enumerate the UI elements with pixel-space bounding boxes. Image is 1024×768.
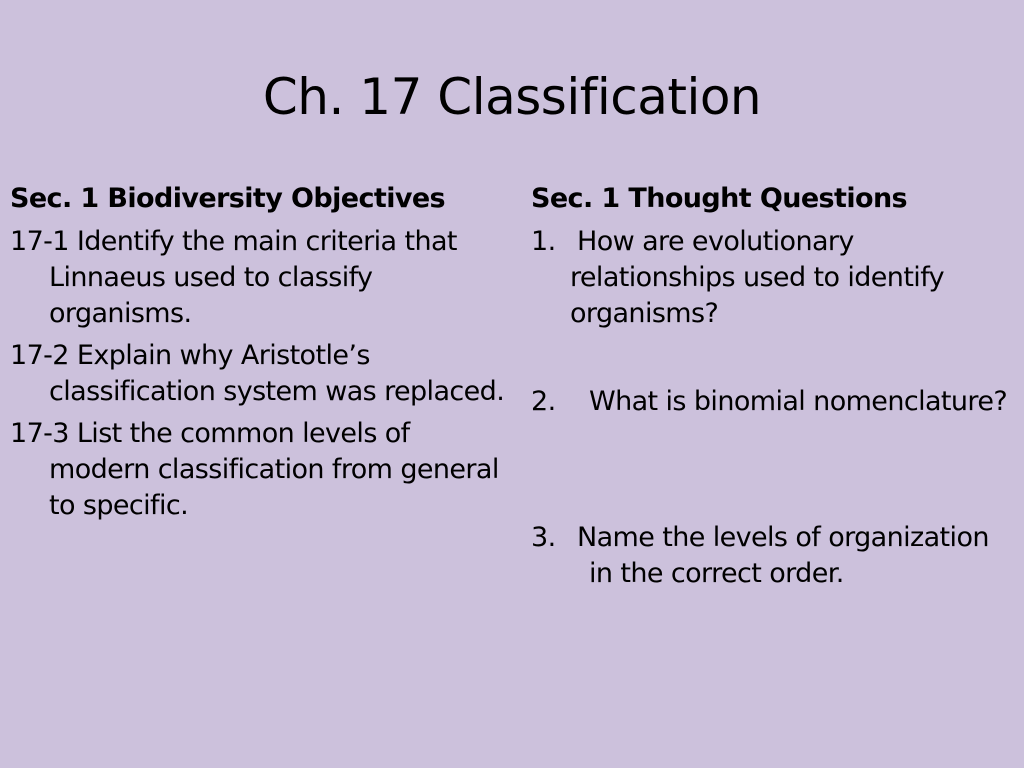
question-number: 3. bbox=[531, 522, 556, 553]
objective-item: 17-1 Identify the main criteria that Linnaeus used to classify organisms. bbox=[10, 226, 457, 329]
objective-item: 17-2 Explain why Aristotle’s classification system was replaced. bbox=[10, 340, 505, 407]
objectives-column bbox=[10, 180, 515, 530]
slide-title: Ch. 17 Classification bbox=[262, 68, 762, 126]
objective-item: 17-3 List the common levels of modern classification from general to specific. bbox=[10, 418, 499, 521]
questions-heading: Sec. 1 Thought Questions bbox=[531, 183, 908, 214]
question-text: How are evolutionary relationships used to identify organisms? bbox=[570, 226, 945, 329]
questions-column bbox=[531, 180, 1011, 592]
question-text: What is binomial nomenclature? bbox=[589, 386, 1008, 417]
objectives-heading: Sec. 1 Biodiversity Objectives bbox=[10, 183, 446, 214]
question-item bbox=[531, 520, 1011, 592]
question-number: 1. bbox=[531, 226, 556, 257]
question-text: Name the levels of organization in the correct order. bbox=[577, 522, 989, 589]
question-item bbox=[531, 224, 1011, 332]
question-item bbox=[531, 384, 1011, 420]
question-number: 2. bbox=[531, 386, 556, 417]
